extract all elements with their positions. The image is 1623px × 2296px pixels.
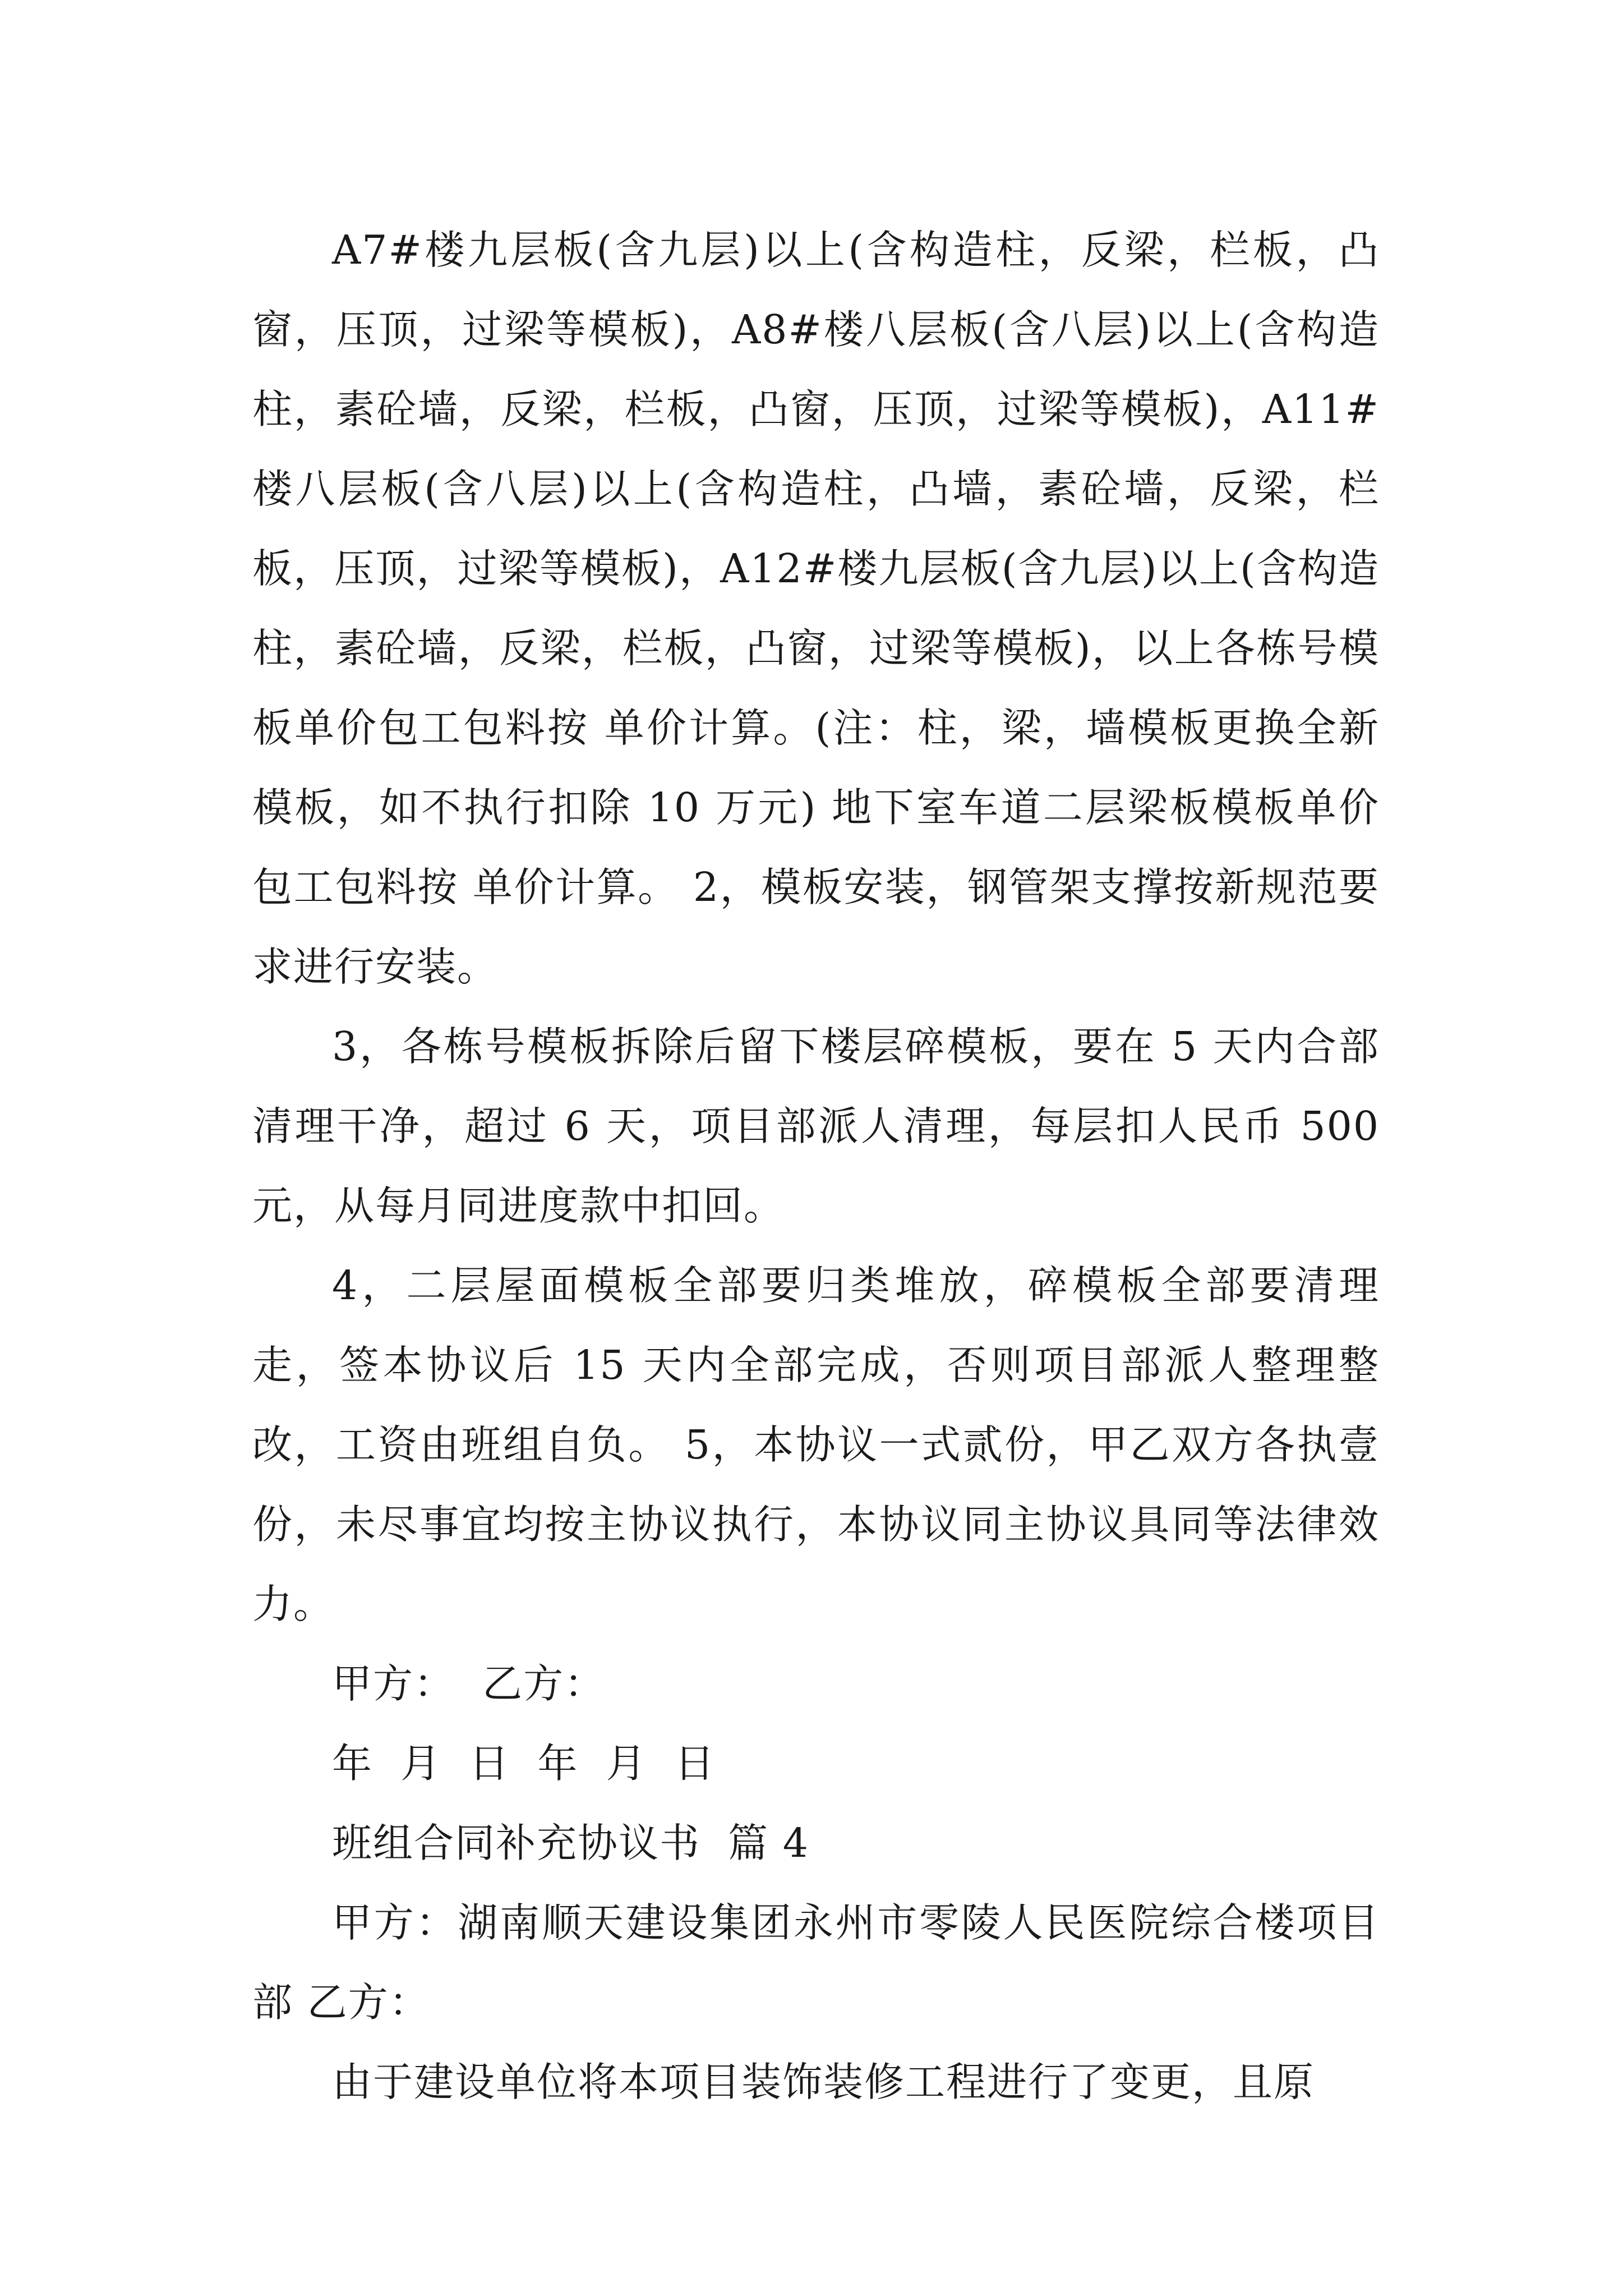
section-title: 班组合同补充协议书 篇 4 [332,1820,809,1866]
document-body [252,210,1380,2122]
closing-paragraph: 由于建设单位将本项目装饰装修工程进行了变更，且原 [332,2059,1315,2105]
signature-line: 甲方： 乙方： [332,1660,606,1707]
paragraph-clause-4-5: 4，二层屋面模板全部要归类堆放，碎模板全部要清理走，签本协议后 15 天内全部完成，否则项目部派人整理整改，工资由班组自负。 5，本协议一式贰份，甲乙双方各执壹份，未尽事宜均按主协议执行，本协议同主协议具同等法律效力。 [252,1262,1380,1627]
party-a-line: 甲方：湖南顺天建设集团永州市零陵人民医院综合楼项目部 乙方： [252,1899,1380,2026]
paragraph-formwork-scope: A7#楼九层板(含九层)以上(含构造柱，反梁，栏板，凸窗，压顶，过梁等模板)，A8#楼八层板(含八层)以上(含构造柱，素砼墙，反梁，栏板，凸窗，压顶，过梁等模板)，A11#楼八层板(含八层)以上(含构造柱，凸墙，素砼墙，反梁，栏板，压顶，过梁等模板)，A12#楼九层板(含九层)以上(含构造柱，素砼墙，反梁，栏板，凸窗，过梁等模板)，以上各栋号模板单价包工包料按 单价计算。(注：柱，梁，墙模板更换全新模板，如不执行扣除 10 万元) 地下室车道二层梁板模板单价包工包料按 单价计算。 2，模板安装，钢管架支撑按新规范要求进行安装。 [252,227,1380,990]
date-line: 年 月 日 年 月 日 [332,1740,716,1787]
paragraph-clause-3: 3，各栋号模板拆除后留下楼层碎模板，要在 5 天内合部清理干净，超过 6 天，项目部派人清理，每层扣人民币 500 元，从每月同进度款中扣回。 [252,1023,1380,1229]
